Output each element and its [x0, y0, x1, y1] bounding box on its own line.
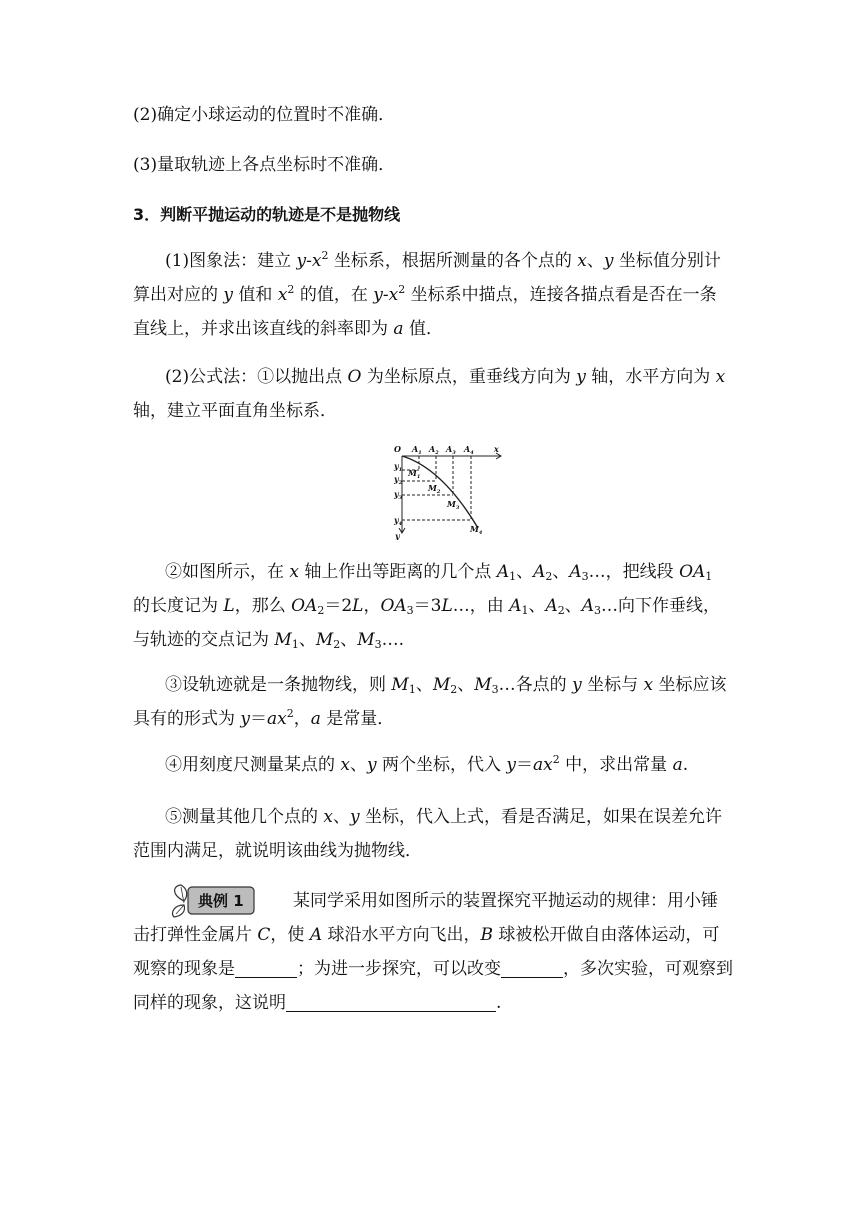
example-question: 某同学采用如图所示的装置探究平抛运动的规律：用小锤击打弹性金属片 C，使 A 球沿水平方向飞出，B 球被松开做自由落体运动，可观察的现象是 ；为进一步探究，可以改变 ，多次实验，可观察到同样的现象，这说明 .: [133, 891, 733, 1013]
a1-label: $A_1$: [412, 444, 422, 456]
step-3-paragraph: ③设轨迹就是一条抛物线，则 $M_1$、$M_2$、$M_3\dots$各点的 y 坐标与 x 坐标应该具有的形式为 $y=ax^2$，a 是常量．: [133, 675, 727, 729]
badge-label: 典例 1: [198, 892, 244, 910]
m2-label: $M_2$: [428, 483, 441, 495]
step-4-paragraph: ④用刻度尺测量某点的 x、y 两个坐标，代入 $y=ax^2$ 中，求出常量 a.: [165, 753, 689, 775]
a4-label: $A_4$: [464, 444, 474, 456]
a3-label: $A_3$: [446, 444, 456, 456]
cause-2-line: (2)确定小球运动的位置时不准确．: [133, 105, 396, 125]
y-axis-label: y: [395, 531, 400, 540]
y2-label: $y_2$: [394, 474, 403, 486]
x-axis-label: x: [494, 444, 499, 454]
section-heading: 3．判断平抛运动的轨迹是不是抛物线: [133, 205, 401, 224]
a2-label: $A_2$: [429, 444, 439, 456]
formula-method-paragraph: (2)公式法：①以抛出点 O 为坐标原点，重垂线方向为 y 轴，水平方向为 x 轴，建立平面直角坐标系．: [133, 367, 726, 421]
origin-label: O: [394, 444, 401, 454]
step-2-paragraph: ②如图所示，在 x 轴上作出等距离的几个点 $A_1$、$A_2$、$A_3\dots$，把线段 $OA_1$ 的长度记为 L，那么 $OA_2=2L$，$OA_3=3L\dots$，由 $A_1$、$A_2$、$A_3\dots$向下作垂线，与轨迹的交点记为 $M_1$、$M_2$、$M_3\dots$.: [133, 562, 721, 651]
trajectory-figure: [392, 440, 504, 540]
m1-label: $M_1$: [408, 468, 421, 480]
step-5-paragraph: ⑤测量其他几个点的 x、y 坐标，代入上式，看是否满足，如果在误差允许范围内满足，就说明该曲线为抛物线．: [133, 807, 723, 861]
answer-blank-2[interactable]: [501, 959, 563, 978]
y1-label: $y_1$: [394, 461, 403, 473]
y4-label: $y_4$: [394, 515, 403, 527]
m4-label: $M_4$: [470, 524, 483, 536]
answer-blank-3[interactable]: [286, 993, 496, 1012]
cause-3-line: (3)量取轨迹上各点坐标时不准确．: [133, 155, 396, 175]
y3-label: $y_3$: [394, 489, 403, 501]
answer-blank-1[interactable]: [235, 959, 297, 978]
graph-method-paragraph: (1)图象法：建立 $y-x^2$ 坐标系，根据所测量的各个点的 x、y 坐标值分别计算出对应的 y 值和 $x^2$ 的值，在 $y-x^2$ 坐标系中描点，连接各描点看是否在一条直线上，并求出该直线的斜率即为 a 值．: [133, 249, 721, 339]
m3-label: $M_3$: [447, 499, 460, 511]
